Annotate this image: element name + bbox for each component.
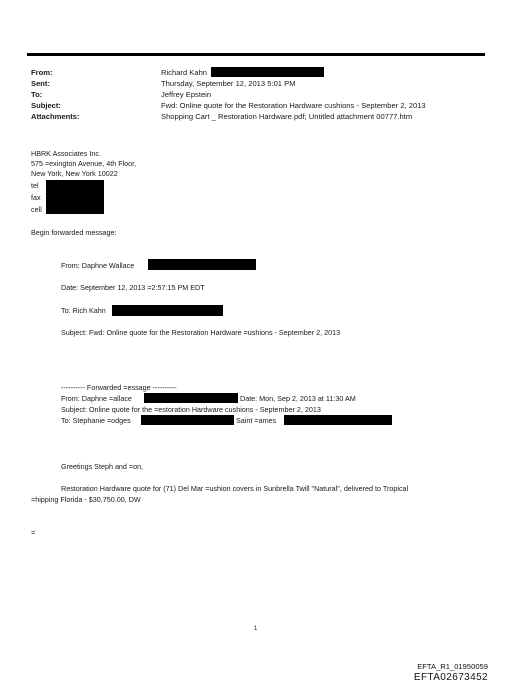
forward-date: Date: September 12, 2013 =2:57:15 PM EDT [61, 283, 205, 292]
forward-to: To: Rich Kahn [61, 306, 106, 315]
forward2-subject: Subject: Online quote for the =estoration Hardware cushions - September 2, 2013 [61, 405, 321, 414]
signature-fax: fax [31, 193, 41, 202]
redaction-box [46, 180, 104, 214]
redaction-box [144, 393, 238, 403]
bates-number-1: EFTA_R1_01950059 [417, 662, 488, 671]
from-value: Richard Kahn [161, 68, 208, 77]
signature-tel: tel [31, 181, 39, 190]
signature-address: 575 =exington Avenue, 4th Floor, [31, 159, 137, 168]
forward2-from: From: Daphne =allace [61, 394, 132, 403]
bates-number-2: EFTA02673452 [413, 672, 488, 683]
page-number: 1 [254, 626, 258, 632]
attachments-value[interactable]: Shopping Cart _ Restoration Hardware.pdf; Untitled attachment 00777.htm [161, 112, 413, 121]
redaction-box [211, 67, 324, 77]
sent-label: Sent: [31, 79, 50, 88]
redaction-box [112, 305, 223, 316]
forward-from: From: Daphne Wallace [61, 261, 135, 270]
attachments-label: Attachments: [31, 112, 80, 121]
greeting-text: Greetings Steph and =on, [61, 462, 144, 471]
message-line-2: =hipping Florida - $30,750.00, DW [31, 495, 141, 504]
to-value: Jeffrey Epstein [161, 90, 212, 99]
redaction-box [141, 415, 234, 425]
forwarded-divider: ---------- Forwarded =essage ---------- [61, 383, 177, 392]
subject-value: Fwd: Online quote for the Restoration Hardware cushions - September 2, 2013 [161, 101, 426, 110]
sent-value: Thursday, September 12, 2013 5:01 PM [161, 79, 296, 88]
subject-label: Subject: [31, 101, 61, 110]
stray-character: = [31, 528, 36, 537]
redaction-box [284, 415, 392, 425]
forward-subject: Subject: Fwd: Online quote for the Restoration Hardware =ushions - September 2, 2013 [61, 328, 341, 337]
forward2-saint: Saint =ames [236, 416, 277, 425]
redaction-box [148, 259, 256, 270]
signature-cell: cell [31, 205, 42, 214]
forward2-to: To: Stephanie =odges [61, 416, 131, 425]
begin-forwarded-text: Begin forwarded message: [31, 228, 117, 237]
to-label: To: [31, 90, 43, 99]
header-rule [27, 53, 485, 56]
signature-company: HBRK Associates Inc. [31, 149, 101, 158]
signature-city: New York, New York 10022 [31, 169, 118, 178]
message-line-1: Restoration Hardware quote for (71) Del Mar =ushion covers in Sunbrella Twill "Natural", delivered to Tropical [61, 484, 409, 493]
forward2-date: Date: Mon, Sep 2, 2013 at 11:30 AM [240, 394, 356, 403]
from-label: From: [31, 68, 53, 77]
